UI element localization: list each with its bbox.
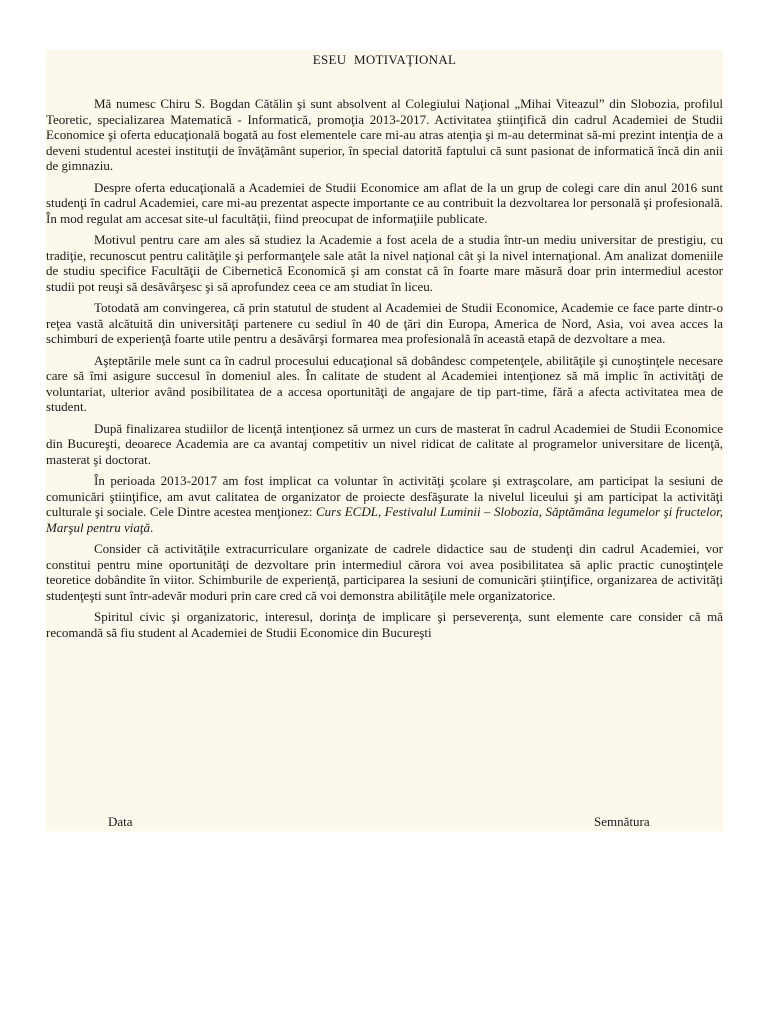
paragraph-activities <box>46 473 723 535</box>
document-title: ESEU MOTIVAŢIONAL <box>312 52 457 67</box>
paragraph-masters: După finalizarea studiilor de licenţă intenţionez să urmez un curs de masterat în cadrul Academiei de Studii Economice din Bucureşti, deoarece Academia are ca avantaj competitiv un nivel ridicat de calitate al programelor universitare de licenţă, masterat şi doctorat. <box>46 420 723 467</box>
document-body <box>46 96 723 646</box>
paragraph-offer: Despre oferta educaţională a Academiei de Studii Economice am aflat de la un grup de colegi care din anul 2016 sunt studenţi în cadrul Academiei, care mi-au prezentat aspecte importante ce au contribuit la dezvoltarea lor personală şi profesională. În mod regulat am accesat site-ul facultăţii, fiind preocupat de informaţiile publicate. <box>46 179 723 226</box>
document-page <box>46 50 723 831</box>
paragraph-conclusion: Spiritul civic şi organizatoric, interesul, dorinţa de implicare şi perseverenţa, sunt elemente care consider că mă recomandă să fiu student al Academiei de Studii Economice din Bucureşti <box>46 609 723 640</box>
paragraph-motivation: Motivul pentru care am ales să studiez la Academie a fost acela de a studia într-un mediu universitar de prestigiu, cu tradiţie, recunoscut pentru calităţile şi performanţele sale atât la nivel naţional cât şi la nivel internaţional. Am analizat domeniile de studiu specifice Facultăţii de Cibernetică Economică şi am constat că în foarte mare măsură doar prin intermediul acestor studii pot reuşi să desăvârşesc şi să aprofundez ceea ce am studiat în liceu. <box>46 232 723 294</box>
paragraph-expectations: Aşteptările mele sunt ca în cadrul procesului educaţional să dobândesc competenţele, abilităţile şi cunoştinţele necesare care să îmi asigure succesul în domeniul ales. În calitate de student al Academiei intenţionez să mă implic în activităţi de voluntariat, ulterior având posibilitatea de a accesa oportunităţi de angajare de tip part-time, fără a afecta activitatea mea de student. <box>46 352 723 414</box>
date-label: Data <box>108 814 133 829</box>
signature-label: Semnătura <box>594 814 650 829</box>
paragraph-network: Totodată am convingerea, că prin statutul de student al Academiei de Studii Economice, Academie ce face parte dintr-o reţea vastă alcătuită din universităţi partenere cu sediul în 40 de ţări din Europa, America de Nord, Asia, voi avea acces la schimburi de experienţă foarte utile pentru a desăvârşi formarea mea profesională în această etapă de dezvoltare a mea. <box>46 300 723 346</box>
paragraph-activities-tail: . <box>150 519 154 535</box>
paragraph-intro: Mă numesc Chiru S. Bogdan Cătălin şi sunt absolvent al Colegiului Naţional „Mihai Viteazul” din Slobozia, profilul Teoretic, specializarea Matematică - Informatică, promoţia 2013-2017. Activitatea ştiinţifică din cadrul Academiei de Studii Economice şi oferta educaţională bogată au fost elementele care mi-au atras atenţia şi m-au determinat să-mi prezint intenţia de a deveni studentul acestei instituţii de învăţământ superior, în special datorită faptului că sunt pasionat de informatică încă din anii de gimnaziu. <box>46 96 723 173</box>
paragraph-activities-text: În perioada 2013-2017 am fost implicat ca voluntar în activităţi şcolare şi extraşcolare, am participat la sesiuni de comunicări ştiinţifice, am avut calitatea de organizator de proiecte desfăşurate la nivelul liceului şi am participat la activităţi culturale şi sociale. Cele Dintre acestea menţionez: <box>46 473 723 519</box>
paragraph-extracurricular: Consider că activităţile extracurriculare organizate de cadrele didactice sau de studenţi din cadrul Academiei, vor constitui pentru mine oportunităţi de dezvoltare prin intermediul cărora voi avea posibilitatea să aplic practic cunoştinţele teoretice dobândite în viitor. Schimburile de experienţă, participarea la sesiuni de comunicări ştiinţifice, organizarea de activităţi studenţeşti sunt într-adevăr moduri prin care cred că voi demonstra abilităţile mele organizatorice. <box>46 541 723 603</box>
paragraph-activities-italic: Curs ECDL, Festivalul Luminii – Slobozia, Săptămâna legumelor şi fructelor, Marşul pentru viaţă <box>46 504 723 535</box>
